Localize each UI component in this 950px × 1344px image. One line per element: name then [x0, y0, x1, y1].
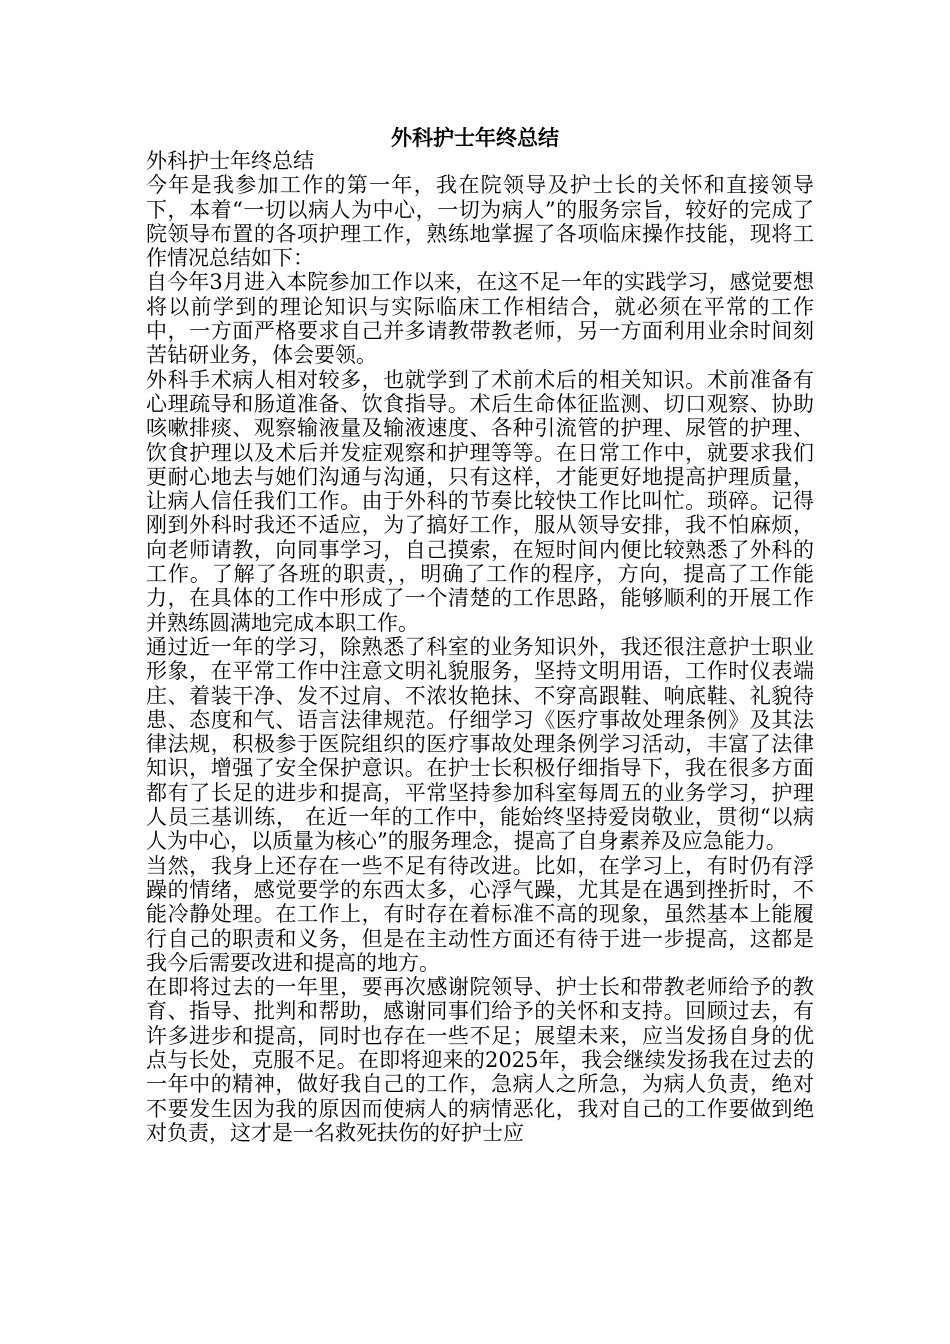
paragraph-outlook: 在即将过去的一年里，要再次感谢院领导、护士长和带教老师给予的教育、指导、批判和帮助，感谢同事们给予的关怀和支持。回顾过去，有许多进步和提高，同时也存在一些不足；展望未来，应当发扬自身的优点与长处，克服不足。在即将迎来的2025年，我会继续发扬我在过去的一年中的精神，做好我自己的工作，急病人之所急，为病人负责，绝对不要发生因为我的原因而使病人的病情恶化，我对自己的工作要做到绝对负责，这才是一名救死扶伤的好护士应 [146, 975, 814, 1145]
document-body [146, 149, 814, 1145]
paragraph-professional-image: 通过近一年的学习，除熟悉了科室的业务知识外，我还很注意护士职业形象，在平常工作中注意文明礼貌服务，坚持文明用语，工作时仪表端庄、着装干净、发不过肩、不浓妆艳抹、不穿高跟鞋、响底鞋、礼貌待患、态度和气、语言法律规范。仔细学习《医疗事故处理条例》及其法律法规，积极参于医院组织的医疗事故处理条例学习活动，丰富了法律知识，增强了安全保护意识。在护士长积极仔细指导下，我在很多方面都有了长足的进步和提高，平常坚持参加科室每周五的业务学习，护理人员三基训练， 在近一年的工作中，能始终坚持爱岗敬业，贯彻“以病人为中心，以质量为核心”的服务理念，提高了自身素养及应急能力。 [146, 634, 814, 854]
paragraph-shortcomings: 当然，我身上还存在一些不足有待改进。比如，在学习上，有时仍有浮躁的情绪，感觉要学的东西太多，心浮气躁，尤其是在遇到挫折时，不能冷静处理。在工作上，有时存在着标准不高的现象，虽然基本上能履行自己的职责和义务，但是在主动性方面还有待于进一步提高，这都是我今后需要改进和提高的地方。 [146, 853, 814, 975]
paragraph-study: 自今年3月进入本院参加工作以来，在这不足一年的实践学习，感觉要想将以前学到的理论知识与实际临床工作相结合，就必须在平常的工作中，一方面严格要求自己并多请教带教老师，另一方面利用业余时间刻苦钻研业务，体会要领。 [146, 270, 814, 368]
paragraph-intro: 今年是我参加工作的第一年，我在院领导及护士长的关怀和直接领导下，本着“一切以病人为中心，一切为病人”的服务宗旨，较好的完成了院领导布置的各项护理工作，熟练地掌握了各项临床操作技能，现将工作情况总结如下： [146, 173, 814, 271]
paragraph-surgery-care: 外科手术病人相对较多，也就学到了术前术后的相关知识。术前准备有心理疏导和肠道准备、饮食指导。术后生命体征监测、切口观察、协助咳嗽排痰、观察输液量及输液速度、各种引流管的护理、尿管的护理、饮食护理以及术后并发症观察和护理等等。在日常工作中，就要求我们更耐心地去与她们沟通与沟通，只有这样，才能更好地提高护理质量，让病人信任我们工作。由于外科的节奏比较快工作比叫忙。琐碎。记得刚到外科时我还不适应，为了搞好工作，服从领导安排，我不怕麻烦，向老师请教，向同事学习，自己摸索，在短时间内便比较熟悉了外科的工作。了解了各班的职责，，明确了工作的程序，方向，提高了工作能力，在具体的工作中形成了一个清楚的工作思路，能够顺利的开展工作并熟练圆满地完成本职工作。 [146, 367, 814, 635]
paragraph-subtitle: 外科护士年终总结 [146, 149, 314, 173]
document-title: 外科护士年终总结 [391, 125, 559, 150]
